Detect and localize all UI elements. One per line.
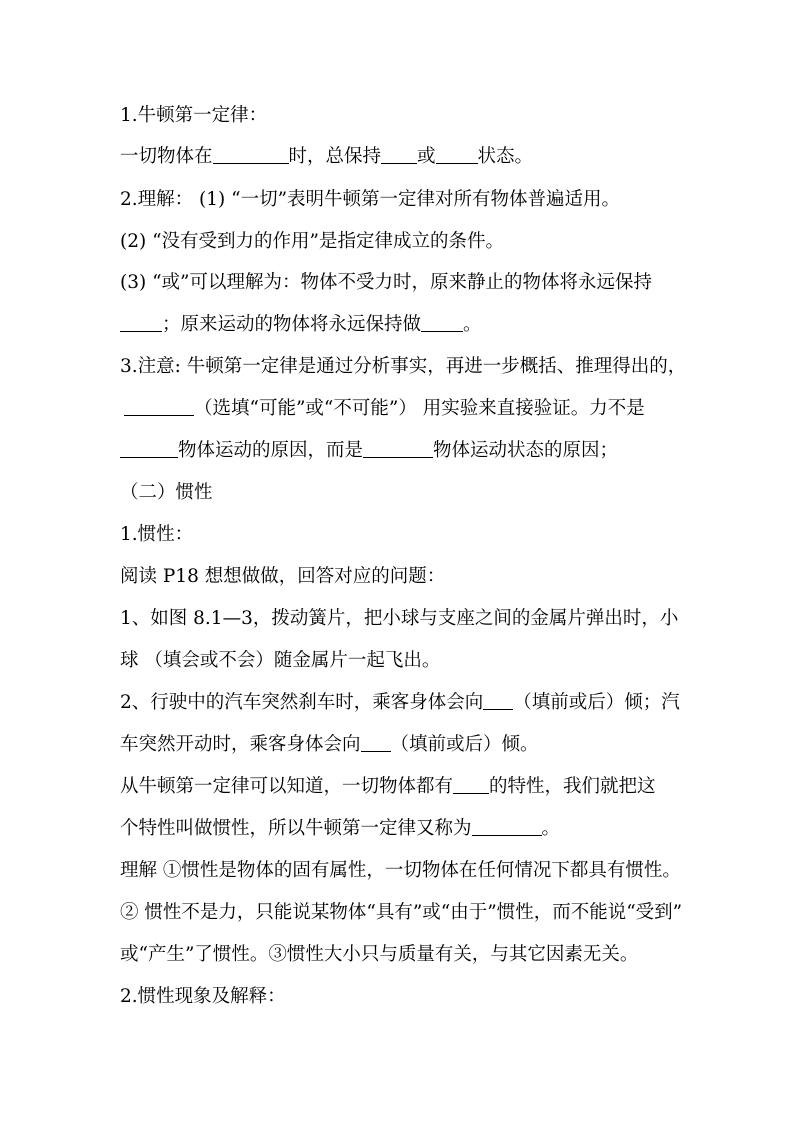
reading-instruction <box>120 565 445 589</box>
fill-blank[interactable] <box>124 397 194 416</box>
text-segment: 2.惯性现象及解释： <box>120 986 286 1007</box>
text-segment: 物体运动状态的原因； <box>433 440 619 461</box>
fill-blank[interactable] <box>472 817 542 836</box>
inertia-understanding-line-1 <box>120 859 681 883</box>
text-segment: 2、行驶中的汽车突然刹车时，乘客身体会向 <box>120 692 484 713</box>
text-segment: 3.注意: 牛顿第一定律是通过分析事实，再进一步概括、推理得出的， <box>120 356 687 377</box>
fill-blank[interactable] <box>361 733 391 752</box>
text-segment: （选填“可能”或“不可能”） 用实验来直接验证。力不是 <box>194 398 645 419</box>
fill-blank[interactable] <box>436 145 478 164</box>
text-segment: 车突然开动时，乘客身体会向 <box>120 734 361 755</box>
text-segment: (2) “没有受到力的作用”是指定律成立的条件。 <box>120 231 505 252</box>
text-segment: 一切物体在 <box>120 146 213 167</box>
fill-blank[interactable] <box>213 145 289 164</box>
inertia-understanding-line-2 <box>120 901 682 925</box>
text-segment: 阅读 P18 想想做做，回答对应的问题： <box>120 566 446 587</box>
fill-blank[interactable] <box>120 313 162 332</box>
text-segment: （填前或后）倾。 <box>390 734 539 755</box>
fill-blank[interactable] <box>483 691 513 710</box>
law-statement-line <box>120 145 533 169</box>
fill-blank[interactable] <box>120 439 178 458</box>
text-segment: ② 惯性不是力，只能说某物体“具有”或“由于”惯性，而不能说“受到” <box>120 902 683 923</box>
text-segment: 的特性，我们就把这 <box>489 776 656 797</box>
text-segment: 或 <box>417 146 436 167</box>
text-segment: 时，总保持 <box>288 146 382 167</box>
question-2-line-1 <box>120 691 680 715</box>
question-1-line-2 <box>120 649 440 673</box>
fill-blank[interactable] <box>363 439 433 458</box>
text-segment: 物体运动的原因，而是 <box>178 440 364 461</box>
text-segment: 2.理解： (1) “一切”表明牛顿第一定律对所有物体普遍适用。 <box>120 189 621 210</box>
subheading-inertia-phenomena <box>120 985 286 1009</box>
inertia-definition-line-1 <box>120 775 656 799</box>
note-line-3 <box>120 439 618 463</box>
understanding-line-4 <box>120 313 482 337</box>
note-line-1 <box>120 355 686 379</box>
text-segment: 或“产生”了惯性。③惯性大小只与质量有关，与其它因素无关。 <box>120 944 639 965</box>
heading-text: 1.牛顿第一定律： <box>120 105 268 126</box>
text-segment: 状态。 <box>477 146 534 167</box>
fill-blank[interactable] <box>381 145 417 164</box>
note-line-2 <box>120 397 645 421</box>
inertia-definition-line-2 <box>120 817 560 841</box>
text-segment: 1、如图 8.1—3，拨动簧片，把小球与支座之间的金属片弹出时，小 <box>120 608 679 629</box>
section-title-inertia <box>120 481 213 505</box>
text-segment: （填前或后）倾；汽 <box>513 692 680 713</box>
heading-newton-first-law <box>120 104 267 128</box>
understanding-line-1 <box>120 188 620 212</box>
subheading-inertia <box>120 523 193 547</box>
question-1-line-1 <box>120 607 678 631</box>
text-segment: 从牛顿第一定律可以知道，一切物体都有 <box>120 776 454 797</box>
text-segment: 。 <box>463 314 482 335</box>
text-segment: (3) “或”可以理解为：物体不受力时，原来静止的物体将永远保持 <box>120 272 653 293</box>
understanding-line-3 <box>120 271 652 295</box>
fill-blank[interactable] <box>453 775 489 794</box>
fill-blank[interactable] <box>421 313 463 332</box>
text-segment: 1.惯性： <box>120 524 194 545</box>
section-title: （二）惯性 <box>120 482 213 503</box>
inertia-understanding-line-3 <box>120 943 638 967</box>
text-segment: 球 （填会或不会）随金属片一起飞出。 <box>120 650 441 671</box>
text-segment: ；原来运动的物体将永远保持做 <box>162 314 422 335</box>
text-segment: 理解 ①惯性是物体的固有属性，一切物体在任何情况下都具有惯性。 <box>120 860 681 881</box>
text-segment: 。 <box>541 818 561 839</box>
understanding-line-2 <box>120 230 504 254</box>
question-2-line-2 <box>120 733 539 757</box>
text-segment: 个特性叫做惯性，所以牛顿第一定律又称为 <box>120 818 472 839</box>
